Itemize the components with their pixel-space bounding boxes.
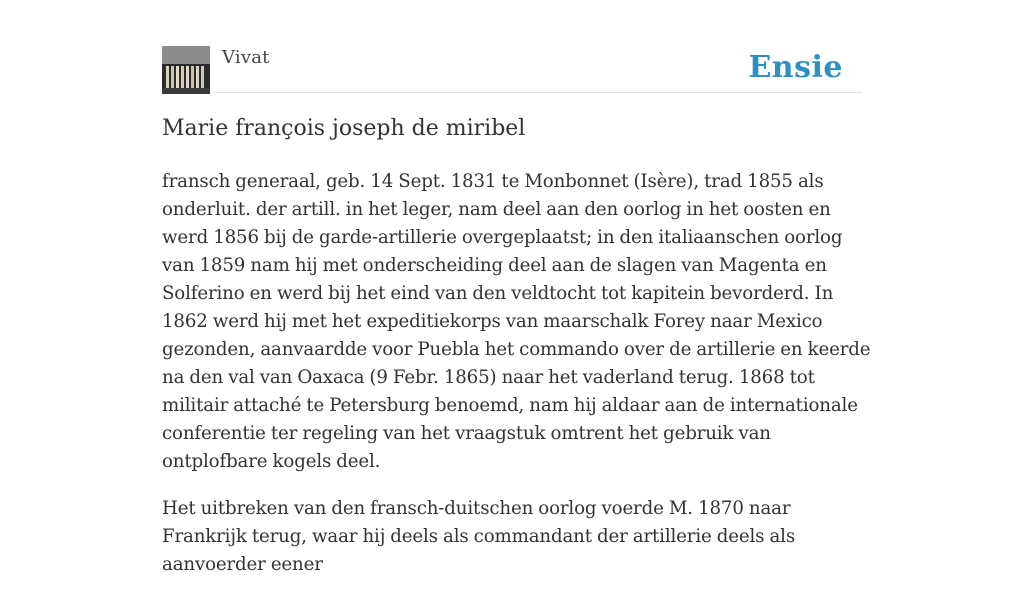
article-paragraph: fransch generaal, geb. 14 Sept. 1831 te Monbonnet (Isère), trad 1855 als onderluit. der artill. in het leger, nam deel aan den oorlog in het oosten en werd 1856 bij de garde-artillerie overgeplaatst; in den italiaanschen oorlog van 1859 nam hij met onderscheiding deel aan de slagen van Magenta en Solferino en werd bij het eind van den veldtocht tot kapitein bevorderd. In 1862 werd hij met het expeditiekorps van maarschalk Forey naar Mexico gezonden, aanvaardde voor Puebla het commando over de artillerie en keerde na den val van Oaxaca (9 Febr. 1865) naar het vaderland terug. 1868 tot militair attaché te Petersburg benoemd, nam hij aldaar aan de internationale conferentie ter regeling van het vraagstuk omtrent het gebruik van ontplofbare kogels deel. — [162, 171, 871, 472]
bookshelf-avatar-icon — [162, 46, 210, 94]
article-body — [162, 168, 874, 598]
article-title: Marie françois joseph de miribel — [162, 116, 526, 141]
author-name[interactable]: Vivat — [222, 47, 270, 68]
page — [162, 0, 871, 575]
author-avatar[interactable] — [162, 46, 210, 94]
header — [162, 46, 862, 93]
brand-logo[interactable]: Ensie — [748, 50, 843, 85]
article-paragraph: Het uitbreken van den fransch-duitschen oorlog voerde M. 1870 naar Frankrijk terug, waar hij deels als commandant der artillerie deels als aanvoerder eener — [162, 498, 795, 575]
